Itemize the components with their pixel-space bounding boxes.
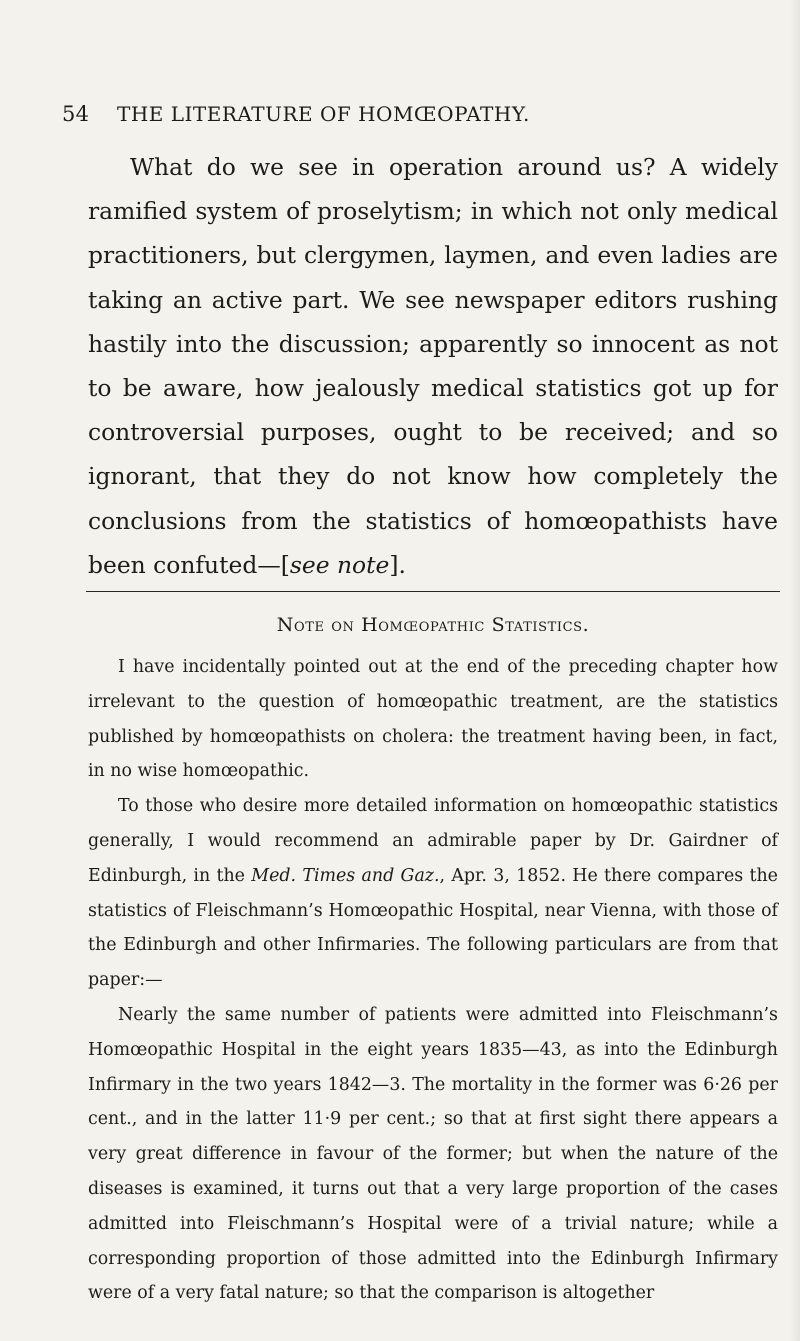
note-paragraph-3 (88, 998, 778, 1311)
note-divider (86, 591, 780, 592)
note-paragraph-3-text: Nearly the same number of patients were admitted into Fleischmann’s Homœopathic Hospital in the eight years 1835—43, as into the Edinburgh Infirmary in the two years 1842—3. The mortality in the former was 6·26 per cent., and in the latter 11·9 per cent.; so that at first sight there appears a very great difference in favour of the former; but when the nature of the diseases is examined, it turns out that a very large proportion of the cases admitted into Fleischmann’s Hospital were of a trivial nature; while a corresponding proportion of those admitted into the Edinburgh Infirmary were of a very fatal nature; so that the comparison is altogether (88, 1004, 778, 1304)
note-heading: Note on Homœopathic Statistics. (276, 614, 590, 636)
main-paragraph (88, 145, 778, 587)
note-section (88, 610, 778, 1311)
note-paragraph-2 (88, 789, 778, 998)
main-paragraph-text: What do we see in operation around us? A widely ramified system of proselytism; in which not only medical practitioners, but clergymen, laymen, and even ladies are taking an active part. We see newspaper editors rushing hastily into the discussion; apparently so innocent as not to be aware, how jealously medical statistics got up for controversial purposes, ought to be received; and so ignorant, that they do not know how completely the conclusions from the statistics of homœopathists have been confuted—[ (88, 153, 778, 579)
note-paragraph-2-end: , Apr. 3, 1852. He there compares the statistics of Fleischmann’s Homœopathic Hospital, near Vienna, with those of the Edinburgh and other Infirmaries. The following particulars are from that paper:— (88, 865, 778, 991)
main-text (88, 145, 778, 587)
note-paragraph-2-text: To those who desire more detailed information on homœopathic statistics generally, I would recommend an admirable paper by Dr. Gairdner of Edinburgh, in the (88, 796, 778, 886)
main-paragraph-italic: see note (289, 550, 390, 579)
main-paragraph-end: ]. (389, 550, 406, 579)
page-number: 54 (62, 102, 90, 126)
note-paragraph-1 (88, 650, 778, 789)
running-title: THE LITERATURE OF HOMŒOPATHY. (117, 102, 530, 126)
page-edge-shadow (790, 0, 800, 1341)
page-header (62, 102, 762, 142)
note-paragraph-1-text: I have incidentally pointed out at the end of the preceding chapter how irrelevant to the question of homœopathic treatment, are the statistics published by homœopathists on cholera: the treatment having been, in fact, in no wise homœopathic. (88, 657, 778, 782)
journal-citation: Med. Times and Gaz. (251, 865, 440, 886)
